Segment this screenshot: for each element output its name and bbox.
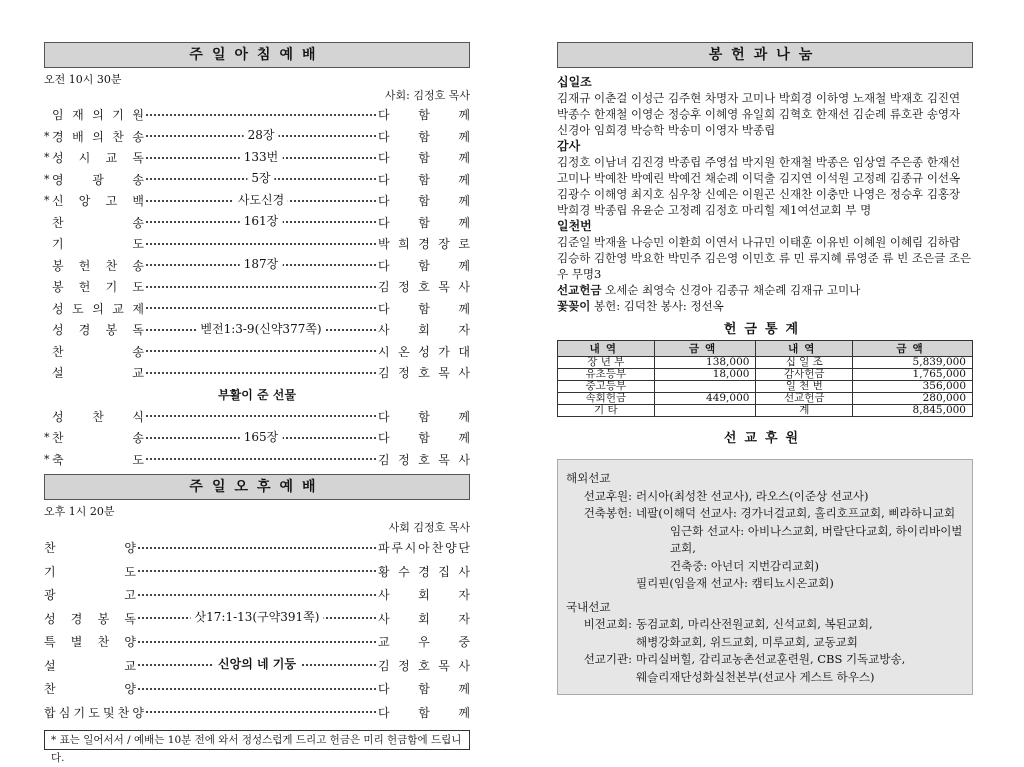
- order-item-leader: 다 함 께: [378, 301, 470, 316]
- standing-mark: *: [44, 452, 50, 466]
- dot-leader: [146, 372, 376, 374]
- order-item-content: 사도신경: [234, 191, 288, 208]
- mission-line: 필리핀(임을재 선교사: 캠티뇨시온교회): [636, 576, 834, 590]
- dot-leader: [138, 570, 376, 572]
- stats-cell: 449,000: [654, 393, 756, 405]
- stats-cell: 장 년 부: [558, 357, 655, 369]
- dot-leader: [146, 114, 376, 116]
- mission-line: 건축중: 아넌더 지번감리교회): [670, 558, 819, 573]
- dot-leader: [146, 458, 376, 460]
- stats-cell: 감사헌금: [756, 369, 853, 381]
- order-item-leader: 다 함 께: [378, 705, 470, 720]
- left-column: [44, 42, 470, 764]
- stats-cell: 356,000: [853, 381, 973, 393]
- stats-cell: [654, 405, 756, 417]
- order-row: [44, 169, 470, 191]
- stats-cell: 유초등부: [558, 369, 655, 381]
- dot-leader: [138, 641, 376, 643]
- stats-column-header: 금액: [853, 341, 973, 357]
- stats-row: [558, 381, 973, 393]
- standing-mark: *: [44, 431, 50, 445]
- order-item-leader: 다 함 께: [378, 682, 470, 697]
- dot-leader: [146, 321, 376, 336]
- overseas-label: 해외선교: [566, 471, 611, 485]
- order-row: [44, 341, 470, 363]
- mission-category: 비전교회:: [583, 617, 632, 631]
- morning-order-2: [44, 406, 470, 471]
- order-item-name: 찬 송: [52, 431, 144, 446]
- dot-leader: [138, 657, 376, 672]
- order-row: [44, 630, 470, 654]
- order-item-name: 기 도: [44, 564, 136, 579]
- mission-line: 웨슬리재단성화실천본부(선교사 게스트 하우스): [636, 669, 875, 684]
- order-row: [44, 126, 470, 148]
- order-row: [44, 233, 470, 255]
- order-item-content: 삿17:1-13(구약391쪽): [191, 608, 324, 625]
- mission-offering-label: 선교헌금: [557, 283, 602, 297]
- order-item-name: 성 경 봉 독: [52, 323, 144, 338]
- dot-leader: [146, 429, 376, 444]
- order-item-leader: 황 수 경 집 사: [378, 564, 470, 579]
- order-row: [44, 677, 470, 701]
- afternoon-leader: 사회 김정호 목사: [388, 521, 470, 534]
- order-row: [44, 190, 470, 212]
- order-item-leader: 파 루 시 아 찬 양 단: [378, 541, 470, 556]
- stats-row: [558, 393, 973, 405]
- offering-header: 봉헌과나눔: [557, 42, 973, 68]
- order-item-leader: 김 정 호 목 사: [378, 658, 470, 673]
- order-item-leader: 다 함 께: [378, 431, 470, 446]
- order-row: [44, 276, 470, 298]
- order-item-name: 설 교: [52, 366, 144, 381]
- order-item-leader: 다 함 께: [378, 129, 470, 144]
- order-row: [44, 147, 470, 169]
- offering-section-names: 김정호 이남녀 김진경 박종립 주영섭 박지원 한재철 박종은 임상열 주은종 한재선 고미나 박예찬 박예린 박예건 채순례 이덕출 김지연 이석원 고정례 김종규 이선옥 김광수 이해영 최지호 심우창 신예은 이원곤 신재찬 이충만 나영은 정승후 김홍장 박희경 박종립 유윤순 고정례 김정호 마리힐 제1여선교회 부 명: [557, 155, 961, 217]
- order-row: [44, 255, 470, 277]
- order-item-content: 165장: [240, 428, 283, 445]
- stats-cell: [654, 381, 756, 393]
- flower-line: [557, 298, 973, 314]
- order-row: [44, 362, 470, 384]
- stats-cell: 십 일 조: [756, 357, 853, 369]
- morning-header: 주일아침예배: [44, 42, 470, 68]
- order-item-leader: 사 회 자: [378, 323, 470, 338]
- mission-category: 선교후원:: [583, 488, 632, 503]
- stats-row: [558, 369, 973, 381]
- stats-cell: 1,765,000: [853, 369, 973, 381]
- order-item-leader: 사 회 자: [378, 588, 470, 603]
- stats-column-header: 내역: [756, 341, 853, 357]
- stats-cell: 280,000: [853, 393, 973, 405]
- order-item-leader: 김 정 호 목 사: [378, 280, 470, 295]
- missions-box: [557, 459, 973, 695]
- morning-order: [44, 104, 470, 384]
- offering-section-label: 일천번: [557, 219, 592, 233]
- order-item-name: 찬 송: [52, 215, 144, 230]
- order-item-name: 찬 송: [52, 344, 144, 359]
- order-row: [44, 560, 470, 584]
- afternoon-time: 오후 1시 20분: [44, 505, 115, 518]
- stats-cell: 8,845,000: [853, 405, 973, 417]
- dot-leader: [146, 192, 376, 207]
- order-item-leader: 사 회 자: [378, 611, 470, 626]
- stats-cell: 계: [756, 405, 853, 417]
- afternoon-header: 주일오후예배: [44, 474, 470, 500]
- dot-leader: [146, 350, 376, 352]
- order-item-name: 기 도: [52, 237, 144, 252]
- stats-cell: 18,000: [654, 369, 756, 381]
- order-row: [44, 449, 470, 471]
- order-row: [44, 298, 470, 320]
- dot-leader: [146, 214, 376, 229]
- dot-leader: [138, 610, 376, 625]
- order-row: [44, 607, 470, 631]
- order-row: [44, 427, 470, 449]
- stats-cell: 속회헌금: [558, 393, 655, 405]
- mission-line: 네팔(이해덕 선교사: 경가너걸교회, 홀리호프교회, 삐라하니교회: [636, 506, 956, 520]
- order-item-name: 임 재 의 기 원: [52, 108, 144, 123]
- order-row: [44, 212, 470, 234]
- stats-cell: 5,839,000: [853, 357, 973, 369]
- order-item-leader: 시 온 성 가 대: [378, 344, 470, 359]
- missions-header: 선교후원: [723, 431, 807, 446]
- offering-section-label: 감사: [557, 139, 581, 153]
- mission-offering-text: 오세순 최영숙 신경아 김종규 채순례 김재규 고미나: [605, 283, 861, 297]
- mission-row: [566, 651, 972, 686]
- order-item-content: 벧전1:3-9(신약377쪽): [196, 320, 325, 337]
- afternoon-order: [44, 536, 470, 724]
- mission-line: 마리실버힐, 감리교농촌선교훈련원, CBS 기독교방송,: [636, 652, 906, 666]
- flower-text: 봉헌: 김덕찬 봉사: 정선옥: [593, 299, 724, 313]
- order-item-name: 축 도: [52, 452, 144, 467]
- stats-header: 헌금통계: [723, 322, 807, 337]
- order-item-name: 성 찬 식: [52, 409, 144, 424]
- stats-cell: 중고등부: [558, 381, 655, 393]
- order-item-leader: 다 함 께: [378, 215, 470, 230]
- order-item-name: 영 광 송: [52, 172, 144, 187]
- order-item-name: 특 별 찬 양: [44, 635, 136, 650]
- stats-table: [557, 340, 973, 417]
- flower-label: 꽃꽂이: [557, 299, 591, 313]
- mission-line: 러시아(최성찬 선교사), 라오스(이준상 선교사): [636, 488, 869, 503]
- order-item-leader: 다 함 께: [378, 194, 470, 209]
- sermon-title: 부활이 준 선물: [218, 387, 296, 402]
- mission-offering-line: [557, 282, 973, 298]
- dot-leader: [146, 257, 376, 272]
- order-item-leader: 김 정 호 목 사: [378, 366, 470, 381]
- order-item-leader: 김 정 호 목 사: [378, 452, 470, 467]
- stats-column-header: 금액: [654, 341, 756, 357]
- offering-section-names: 김준일 박재율 나승민 이환희 이연서 나규민 이태훈 이유빈 이혜원 이혜림 김하람 김승하 김한영 박요한 박민주 김은영 이민호 류 민 류지혜 류영준 류 빈 조은글 조은우 무명3: [557, 235, 972, 281]
- standing-mark: *: [44, 172, 50, 186]
- dot-leader: [146, 415, 376, 417]
- mission-line: 임근화 선교사: 아비나스교회, 버랄단다교회, 하이리바이벌교회,: [670, 523, 963, 555]
- offering-section-label: 십일조: [557, 75, 592, 89]
- mission-row: [566, 616, 972, 651]
- order-row: [44, 104, 470, 126]
- dot-leader: [146, 171, 376, 186]
- order-item-name: 봉 헌 기 도: [52, 280, 144, 295]
- dot-leader: [146, 286, 376, 288]
- dot-leader: [146, 149, 376, 164]
- mission-line: 동검교회, 마리산전원교회, 신석교회, 복된교회,: [636, 617, 873, 631]
- mission-category: 건축봉헌:: [583, 506, 632, 520]
- order-item-name: 경 배 의 찬 송: [52, 129, 144, 144]
- dot-leader: [138, 547, 376, 549]
- morning-time: 오전 10시 30분: [44, 73, 122, 86]
- morning-leader: 사회: 김정호 목사: [384, 89, 470, 102]
- order-item-leader: 다 함 께: [378, 172, 470, 187]
- order-row: [44, 654, 470, 678]
- standing-mark: *: [44, 151, 50, 165]
- order-item-content: 161장: [240, 212, 283, 229]
- order-row: [44, 701, 470, 725]
- mission-row: [566, 488, 972, 506]
- dot-leader: [138, 594, 376, 596]
- standing-mark: *: [44, 194, 50, 208]
- order-row: [44, 583, 470, 607]
- order-item-name: 신 앙 고 백: [52, 194, 144, 209]
- order-item-name: 성 도 의 교 제: [52, 301, 144, 316]
- right-column: [557, 42, 973, 695]
- worship-note: * 표는 일어서서 / 예배는 10분 전에 와서 정성스럽게 드리고 헌금은 미리 헌금함에 드립니다.: [44, 730, 470, 750]
- order-item-leader: 다 함 께: [378, 409, 470, 424]
- domestic-label: 국내선교: [566, 599, 611, 614]
- order-item-leader: 다 함 께: [378, 151, 470, 166]
- order-item-content: 5장: [247, 169, 274, 186]
- dot-leader: [146, 711, 376, 713]
- stats-cell: 138,000: [654, 357, 756, 369]
- order-item-name: 설 교: [44, 658, 136, 673]
- order-row: [44, 536, 470, 560]
- offering-section-names: 김재규 이춘걸 이성근 김주현 차명자 고미나 박희경 이하영 노재철 박재호 김진연 박종수 한재철 이영순 정승후 이혜영 유일희 김혁호 한재선 김순례 류호관 송영자 신경아 임희경 박승학 박송미 이영자 박종립: [557, 91, 961, 137]
- mission-row: [566, 505, 972, 593]
- order-item-name: 봉 헌 찬 송: [52, 258, 144, 273]
- order-item-name: 찬 양: [44, 541, 136, 556]
- order-item-content: 187장: [240, 255, 283, 272]
- mission-line: 해병강화교회, 위드교회, 미루교회, 교동교회: [636, 634, 858, 649]
- dot-leader: [146, 128, 376, 143]
- order-row: [44, 406, 470, 428]
- dot-leader: [138, 688, 376, 690]
- mission-category: 선교기관:: [583, 652, 632, 666]
- stats-row: [558, 357, 973, 369]
- order-item-name: 찬 양: [44, 682, 136, 697]
- order-item-leader: 교 우 중: [378, 635, 470, 650]
- offering-sections: [557, 74, 973, 282]
- stats-cell: 일 천 번: [756, 381, 853, 393]
- order-item-leader: 박 희 경 장 로: [378, 237, 470, 252]
- order-item-content: 신앙의 네 기둥: [214, 655, 300, 672]
- order-row: [44, 319, 470, 341]
- standing-mark: *: [44, 129, 50, 143]
- order-item-leader: 다 함 께: [378, 108, 470, 123]
- order-item-content: 28장: [244, 126, 279, 143]
- order-item-name: 합 심 기 도 및 찬 양: [44, 705, 144, 720]
- order-item-content: 133번: [240, 148, 283, 165]
- order-item-name: 성 경 봉 독: [44, 611, 136, 626]
- order-item-name: 성 시 교 독: [52, 151, 144, 166]
- stats-cell: 선교헌금: [756, 393, 853, 405]
- order-item-leader: 다 함 께: [378, 258, 470, 273]
- dot-leader: [146, 243, 376, 245]
- stats-row: [558, 405, 973, 417]
- dot-leader: [146, 307, 376, 309]
- stats-column-header: 내역: [558, 341, 655, 357]
- order-item-name: 광 고: [44, 588, 136, 603]
- stats-cell: 기 타: [558, 405, 655, 417]
